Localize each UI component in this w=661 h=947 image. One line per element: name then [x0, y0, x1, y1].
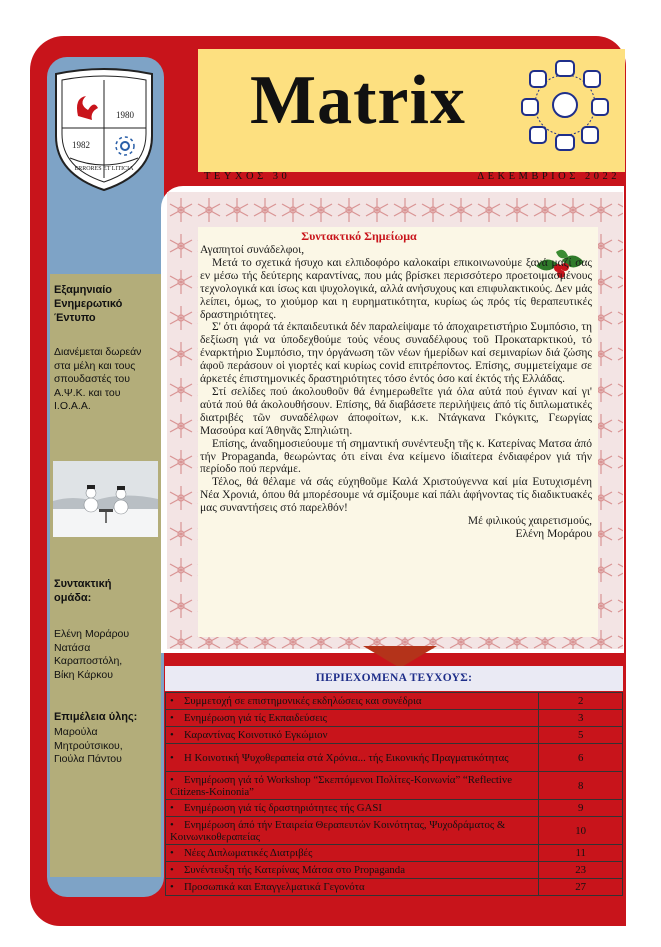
toc-title: ΠΕΡΙΕΧΟΜΕΝΑ ΤΕΥΧΟΥΣ:: [165, 666, 623, 691]
bullet-icon: •: [170, 847, 174, 859]
toc-row[interactable]: [166, 817, 623, 845]
toc-item-page: 27: [539, 879, 623, 896]
toc-row[interactable]: [166, 727, 623, 744]
bullet-icon: •: [170, 864, 174, 876]
logo-motto: ERRORES ET LITICIA: [74, 166, 134, 172]
bullet-icon: •: [170, 802, 174, 814]
sidebar-material-heading: Επιμέλεια ύλης:: [54, 711, 138, 723]
toc-item-label: Η Κοινοτική Ψυχοθεραπεία στά Χρόνια... τής Εικονικής Πραγματικότητας: [184, 751, 509, 764]
toc-item-label: Συνέντευξη τής Κατερίνας Μάτσα στο Propaganda: [184, 864, 405, 876]
sidebar-intro-text: Διανέμεται δωρεάν στα μέλη και τους σπουδαστές του Α.Ψ.Κ. και του Ι.Ο.Α.Α.: [54, 346, 142, 413]
newsletter-title: Matrix: [250, 62, 466, 139]
bullet-icon: •: [170, 818, 174, 831]
toc-row[interactable]: [166, 862, 623, 879]
toc-item-page: 5: [539, 727, 623, 744]
issue-bar: [200, 171, 620, 185]
toc-row[interactable]: [166, 879, 623, 896]
issue-number: ΤΕΥΧΟΣ 30: [204, 171, 291, 182]
toc-item-label: Προσωπικά και Επαγγελματικά Γεγονότα: [184, 881, 365, 893]
letter-paragraph-1: Μετά το σχετικά ήσυχο και ελπιδοφόρο καλοκαίρι επικοινωνούμε ξανά μαζί σας εν μέσω τής δεύτερης καραντίνας, που μάς βρίσκει περισσότερο προετοιμασμένους τεχνολογικά και ίσως και ψυχολογικά, αλλά ανήσυχους και επιφυλακτικούς. Δεν μάς λείπει, όμως, το χιούμορ και η ευρηματικότητα, κυρίως ώς πρός τίς θεραπευτικές δραστηριότητες.: [200, 256, 592, 321]
letter-paragraph-3: Στί σελίδες πού άκολουθοῦν θά ένημερωθεῖτε γιά όλα αὐτά πού έγιναν καί γι' αὐτά πού θά άκολουθήσουν. Επίσης, θά διαβάσετε περιλήψεις άπό τίς διπλωματικές διατριβές τῶν συναδέλφων άποφοίτων, κ.κ. Ντάγκανα Γκόγκιτς, Γεωργίας Μασούρα καί Άθηνᾶς Σπηλιώτη.: [200, 385, 592, 437]
letter-closing: Μέ φιλικούς χαιρετισμούς,: [467, 515, 592, 528]
toc-item-page: 23: [539, 862, 623, 879]
toc-item-page: 11: [539, 845, 623, 862]
toc-item-label: Συμμετοχή σε επιστημονικές εκδηλώσεις και συνέδρια: [184, 695, 422, 707]
editorial-letter: [200, 244, 592, 541]
toc-row[interactable]: [166, 744, 623, 772]
issue-date: ΔΕΚΕΜΒΡΙΟΣ 2022: [477, 171, 620, 182]
bullet-icon: •: [170, 712, 174, 724]
toc-item-label: Ενημέρωση γιά τίς δραστηριότητες τής GASI: [184, 802, 382, 814]
toc-item-page: 9: [539, 800, 623, 817]
letter-paragraph-2: Σ' ότι άφορά τά έκπαιδευτικά δέν παραλείψαμε τό άποχαιρετιστήριο Συμπόσιο, τη δεξίωση γιά να ύποδεχθούμε τούς νέους συναδέλφους τοῦ Προκαταρκτικού, τό έναρκτήριο Συμπόσιο, την όργάνωση τῶν νέων ήμερίδων καί σεμιναρίων διά ζώσης άφοῦ περάσουν οἱ γιορτές καί κυρίως covid επιτρέποντος. Επίσης, συμμετείχαμε σε άρκετές έπιστημονικές δραστηριότητες τόσο έντός όσο καί έκτός τής Ελλάδας.: [200, 321, 592, 386]
toc-row[interactable]: [166, 772, 623, 800]
bullet-icon: •: [170, 729, 174, 741]
circle-of-people-logo: [518, 57, 612, 153]
toc-row[interactable]: [166, 710, 623, 727]
editorial-title: Συντακτικό Σημείωμα: [301, 229, 417, 243]
toc-item-page: 8: [539, 772, 623, 800]
letter-greeting: Αγαπητοί συνάδελφοι,: [200, 244, 305, 256]
bullet-icon: •: [170, 695, 174, 707]
arrow-down-icon: [363, 646, 437, 668]
bullet-icon: •: [170, 881, 174, 893]
bullet-icon: •: [170, 773, 174, 786]
sidebar-team-members: Ελένη Μοράρου Νατάσα Καραποστόλη, Βίκη Κάρκου: [54, 628, 130, 681]
toc-row[interactable]: [166, 800, 623, 817]
toc-item-page: 10: [539, 817, 623, 845]
toc-row[interactable]: [166, 693, 623, 710]
bullet-icon: •: [170, 751, 174, 764]
toc-item-label: Νέες Διπλωματικές Διατριβές: [184, 847, 313, 859]
toc-item-label: Ενημέρωση γιά τό Workshop “Σκεπτόμενοι Πολίτες-Κοινωνία” “Reflective Citizens-Koinonia”: [170, 773, 513, 798]
institute-shield-logo: [52, 66, 156, 194]
toc-table: [165, 692, 623, 896]
letter-signature: Ελένη Μοράρου: [515, 527, 592, 540]
logo-year-1980: 1980: [116, 110, 134, 120]
logo-year-1982: 1982: [72, 140, 90, 150]
toc-item-page: 2: [539, 693, 623, 710]
snowmen-photo: [53, 461, 158, 537]
toc-item-label: Καραντίνας Κοινοτικό Εγκώμιον: [184, 729, 328, 741]
sidebar-material-members: Μαρούλα Μητρούτσικου, Γιούλα Πάντου: [54, 726, 123, 766]
letter-paragraph-4: Επίσης, άναδημοσιεύουμε τή σημαντική συνέντευξη τῆς κ. Κατερίνας Ματσα άπό τήν Propaganda, θεωρώντας ότι είναι ένα κείμενο ίδιαίτερα ένδιαφέρον γιά τήν περίοδο πού περνάμε.: [200, 437, 592, 476]
toc-item-page: 6: [539, 744, 623, 772]
toc-row[interactable]: [166, 845, 623, 862]
toc-item-label: Ενημέρωση άπό τήν Εταιρεία Θεραπευτών Κοινότητας, Ψυχοδράματος & Κοινωνικοθεραπείας: [170, 818, 506, 843]
sidebar-team-heading: Συντακτική ομάδα:: [54, 578, 112, 604]
toc-item-label: Ενημέρωση γιά τίς Εκπαιδεύσεις: [184, 712, 327, 724]
letter-paragraph-5: Τέλος, θά θέλαμε νά σάς εύχηθοῦμε Καλά Χριστούγεννα καί μία Ευτυχισμένη Νέα Χρονιά, όπου θά μπορέσουμε νά σμίξουμε καί πάλι άφήνοντας τίς διαδικτυακές μας συναντήσεις στό παρελθόν!: [200, 476, 592, 515]
toc-item-page: 3: [539, 710, 623, 727]
sidebar-intro-heading: Εξαμηνιαίο Ενημερωτικό Έντυπο: [54, 284, 123, 324]
